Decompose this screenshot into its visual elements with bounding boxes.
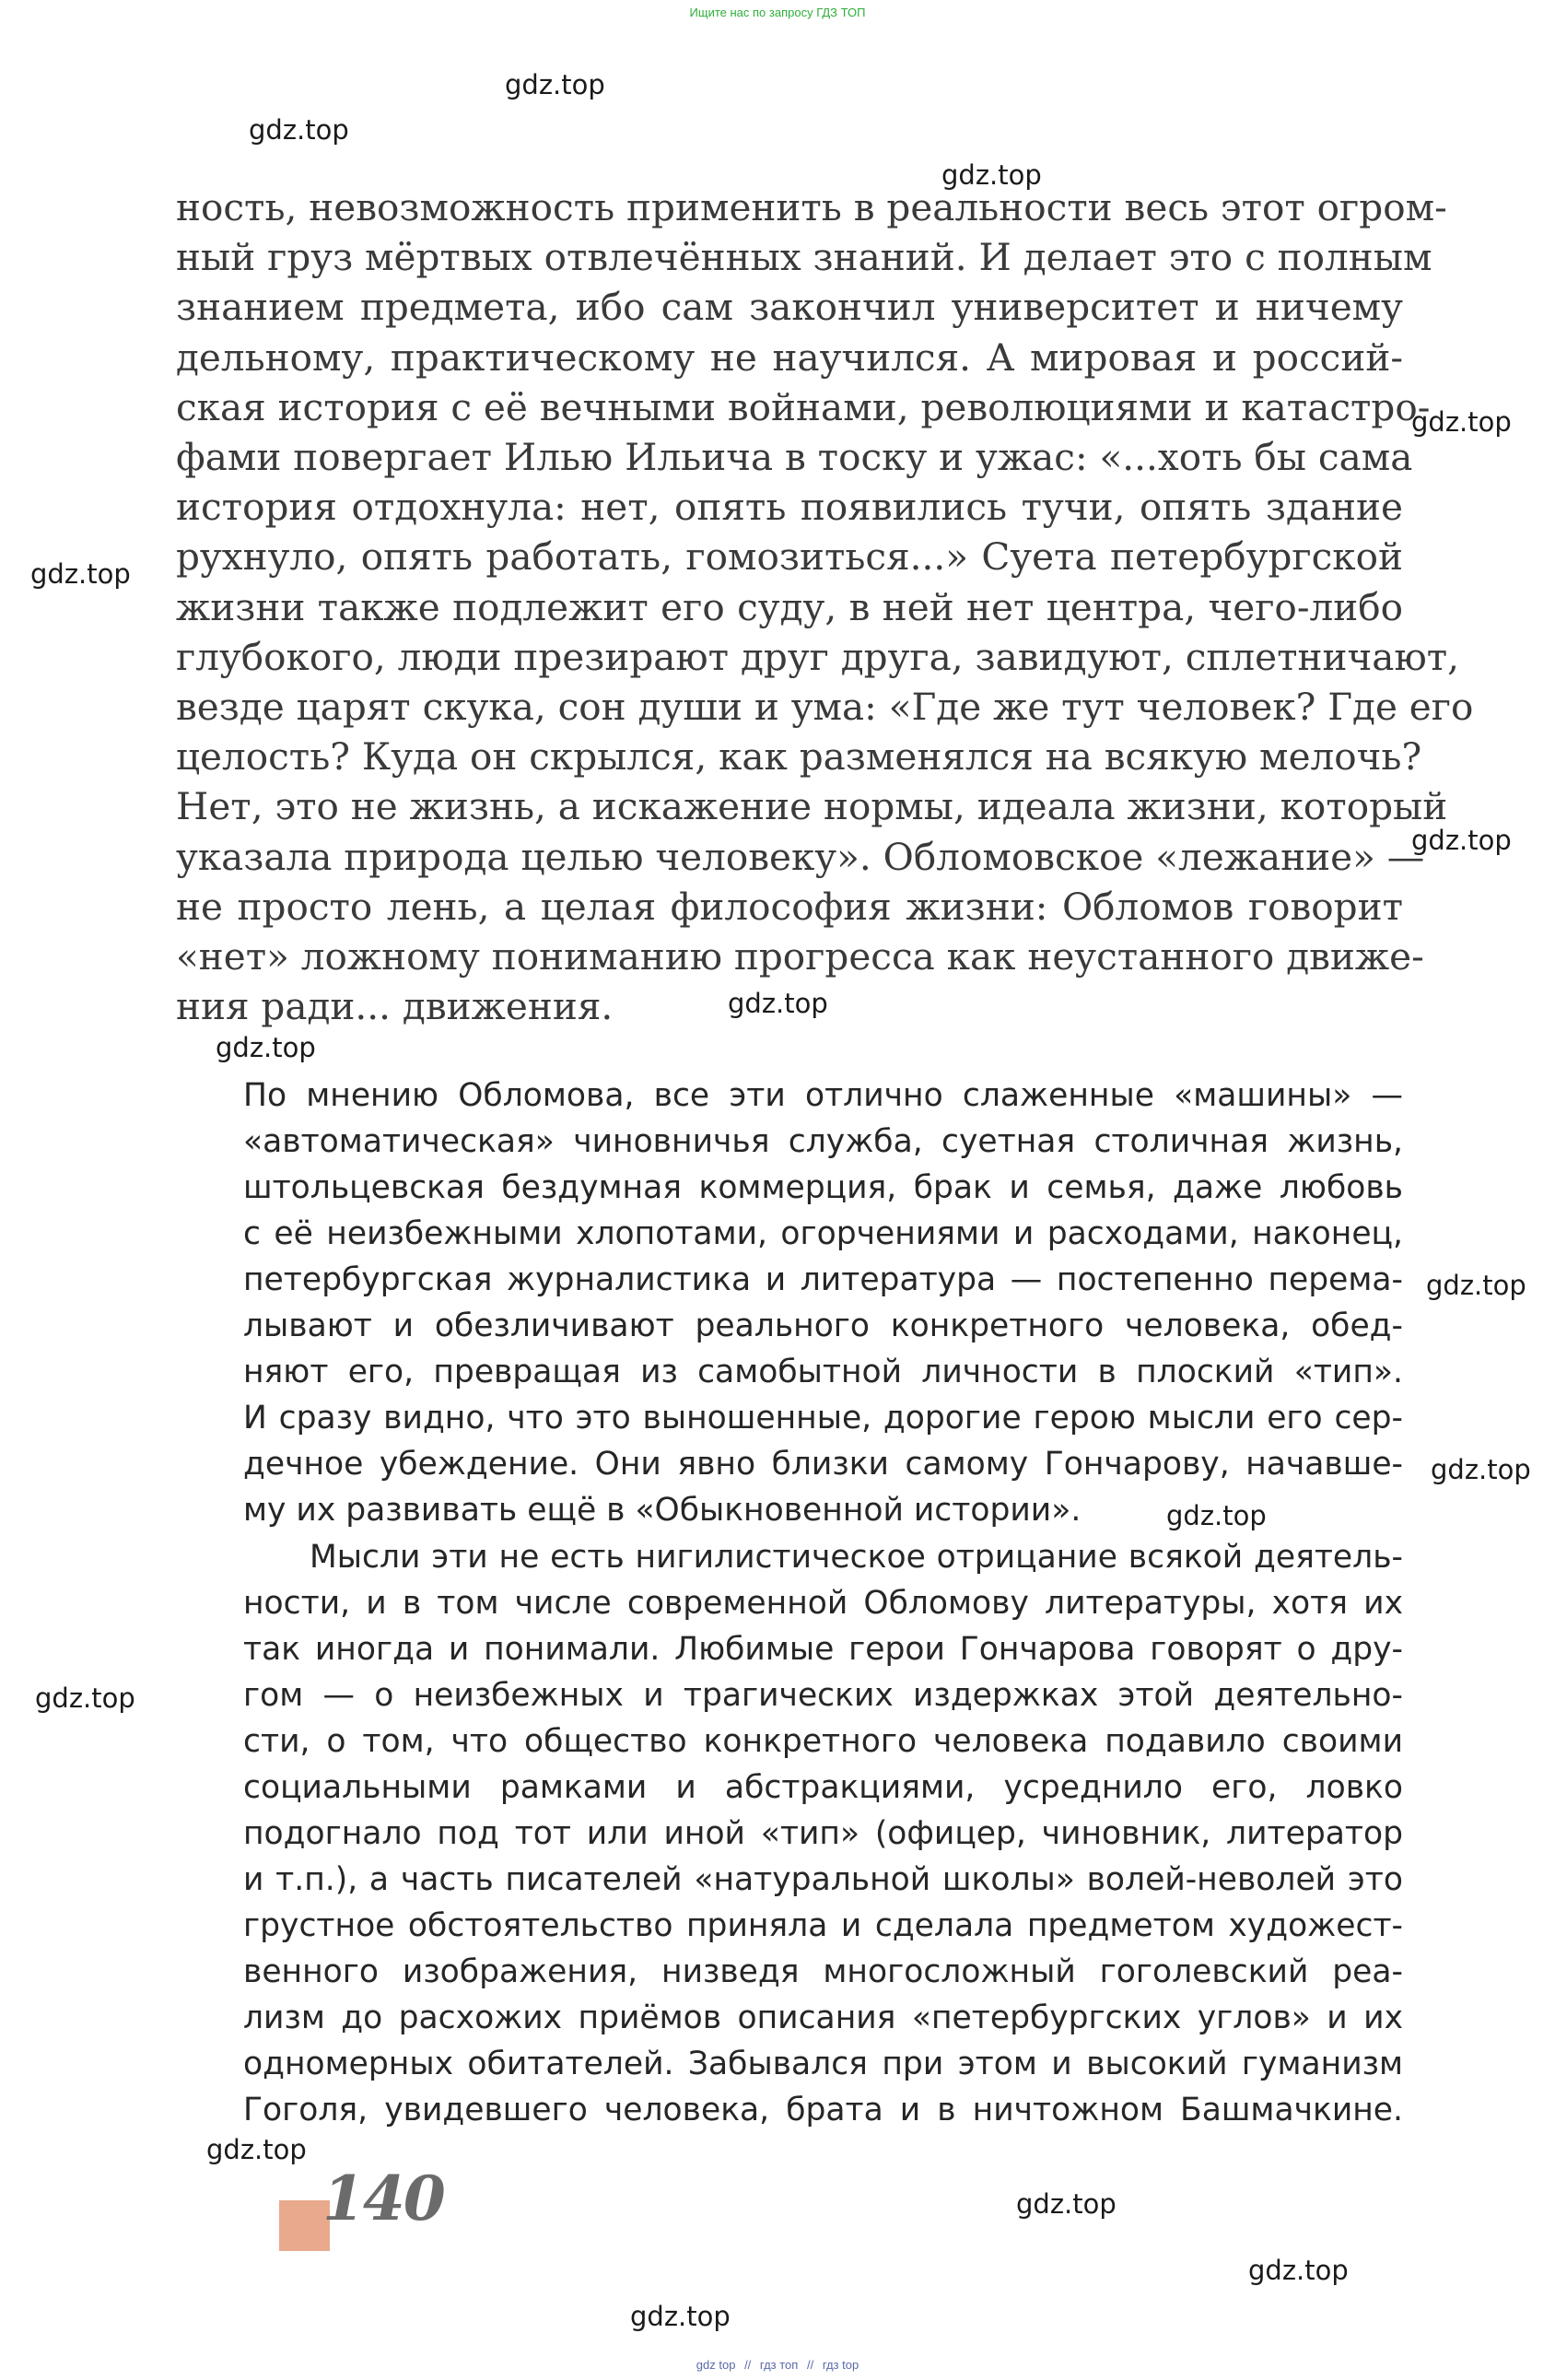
text-line: грустное обстоятельство приняла и сделала предметом художест- — [243, 1907, 1403, 1944]
text-line: ния ради... движения. — [176, 984, 614, 1029]
page-number: 140 — [322, 2163, 444, 2234]
watermark: gdz.top — [1431, 1454, 1531, 1485]
watermark: gdz.top — [216, 1032, 316, 1063]
bottom-banner-separator: // — [806, 2358, 814, 2372]
text-line: так иногда и понимали. Любимые герои Гончарова говорят о дру- — [243, 1631, 1403, 1668]
text-line: знанием предмета, ибо сам закончил университет и ничему — [176, 285, 1403, 330]
text-line: гом — о неизбежных и трагических издержках этой деятельно- — [243, 1677, 1403, 1714]
watermark: gdz.top — [1411, 406, 1512, 438]
watermark: gdz.top — [630, 2301, 731, 2332]
bottom-banner-item: gdz top — [696, 2358, 736, 2372]
text-line: рухнуло, опять работать, гомозиться...» Суета петербургской — [176, 534, 1403, 580]
top-banner: Ищите нас по запросу ГДЗ ТОП — [689, 6, 866, 19]
text-line: подогнало под тот или иной «тип» (офицер, чиновник, литератор — [243, 1815, 1403, 1852]
text-line: с её неизбежными хлопотами, огорчениями и расходами, наконец, — [243, 1215, 1403, 1252]
text-line: дельному, практическому не научился. А мировая и россий- — [176, 334, 1403, 380]
text-line: «автоматическая» чиновничья служба, суетная столичная жизнь, — [243, 1123, 1403, 1160]
text-line: Нет, это не жизнь, а искажение нормы, идеала жизни, который — [176, 784, 1448, 829]
text-line: му их развивать ещё в «Обыкновенной истории». — [243, 1492, 1081, 1529]
watermark: gdz.top — [206, 2134, 307, 2165]
bottom-banner-item: гдз топ — [759, 2358, 799, 2372]
text-line: Мысли эти не есть нигилистическое отрицание всякой деятель- — [310, 1539, 1403, 1576]
text-line: одномерных обитателей. Забывался при этом и высокий гуманизм — [243, 2046, 1403, 2082]
watermark: gdz.top — [1248, 2255, 1349, 2286]
watermark: gdz.top — [35, 1682, 135, 1714]
text-line: глубокого, люди презирают друг друга, завидуют, сплетничают, — [176, 634, 1459, 679]
watermark: gdz.top — [1426, 1270, 1526, 1301]
text-line: жизни также подлежит его суду, в ней нет центра, чего-либо — [176, 584, 1403, 629]
text-line: штольцевская бездумная коммерция, брак и семья, даже любовь — [243, 1169, 1403, 1206]
text-line: указала природа целью человеку». Обломовское «лежание» — — [176, 834, 1425, 879]
watermark: gdz.top — [941, 159, 1042, 191]
text-line: лизм до расхожих приёмов описания «петербургских углов» и их — [243, 1999, 1403, 2036]
text-line: целость? Куда он скрылся, как разменялся на всякую мелочь? — [176, 734, 1422, 780]
text-line: лывают и обезличивают реального конкретного человека, обед- — [243, 1307, 1403, 1344]
watermark: gdz.top — [1166, 1500, 1267, 1531]
text-line: история отдохнула: нет, опять появились тучи, опять здание — [176, 485, 1403, 530]
watermark: gdz.top — [1016, 2188, 1117, 2220]
text-line: ный груз мёртвых отвлечённых знаний. И делает это с полным — [176, 235, 1432, 280]
text-line: петербургская журналистика и литература — постепенно перема- — [243, 1261, 1403, 1298]
text-line: Гоголя, увидевшего человека, брата и в ничтожном Башмачкине. — [243, 2092, 1403, 2128]
text-line: венного изображения, низведя многосложный гоголевский реа- — [243, 1953, 1403, 1990]
text-line: везде царят скука, сон души и ума: «Где же тут человек? Где его — [176, 685, 1474, 730]
text-line: не просто лень, а целая философия жизни: Обломов говорит — [176, 884, 1403, 929]
watermark: gdz.top — [505, 69, 605, 100]
text-line: и т.п.), а часть писателей «натуральной школы» волей-неволей это — [243, 1861, 1403, 1898]
bottom-banner-item: гдз top — [822, 2358, 859, 2372]
watermark: gdz.top — [728, 988, 828, 1019]
watermark: gdz.top — [30, 558, 131, 590]
watermark: gdz.top — [1411, 825, 1512, 856]
body-paragraph-sans-1 — [243, 1073, 1403, 1533]
text-line: «нет» ложному пониманию прогресса как неустанного движе- — [176, 934, 1424, 979]
text-line: ности, и в том числе современной Обломову литературы, хотя их — [243, 1585, 1403, 1622]
text-line: По мнению Обломова, все эти отлично слаженные «машины» — — [243, 1077, 1403, 1114]
text-line: фами повергает Илью Ильича в тоску и ужас: «...хоть бы сама — [176, 435, 1413, 480]
text-line: няют его, превращая из самобытной личности в плоский «тип». — [243, 1354, 1403, 1390]
text-line: ность, невозможность применить в реальности весь этот огром- — [176, 185, 1447, 229]
text-line: ская история с её вечными войнами, революциями и катастро- — [176, 384, 1431, 429]
text-line: социальными рамками и абстракциями, усреднило его, ловко — [243, 1769, 1403, 1806]
text-line: сти, о том, что общество конкретного человека подавило своими — [243, 1723, 1403, 1760]
text-line: дечное убеждение. Они явно близки самому Гончарову, начавше- — [243, 1446, 1403, 1483]
bottom-banner-separator: // — [744, 2358, 752, 2372]
bottom-banner — [0, 2358, 1555, 2372]
watermark: gdz.top — [249, 114, 349, 146]
text-line: И сразу видно, что это выношенные, дорогие герою мысли его сер- — [243, 1400, 1403, 1436]
body-paragraph-sans-2 — [243, 1534, 1403, 2133]
